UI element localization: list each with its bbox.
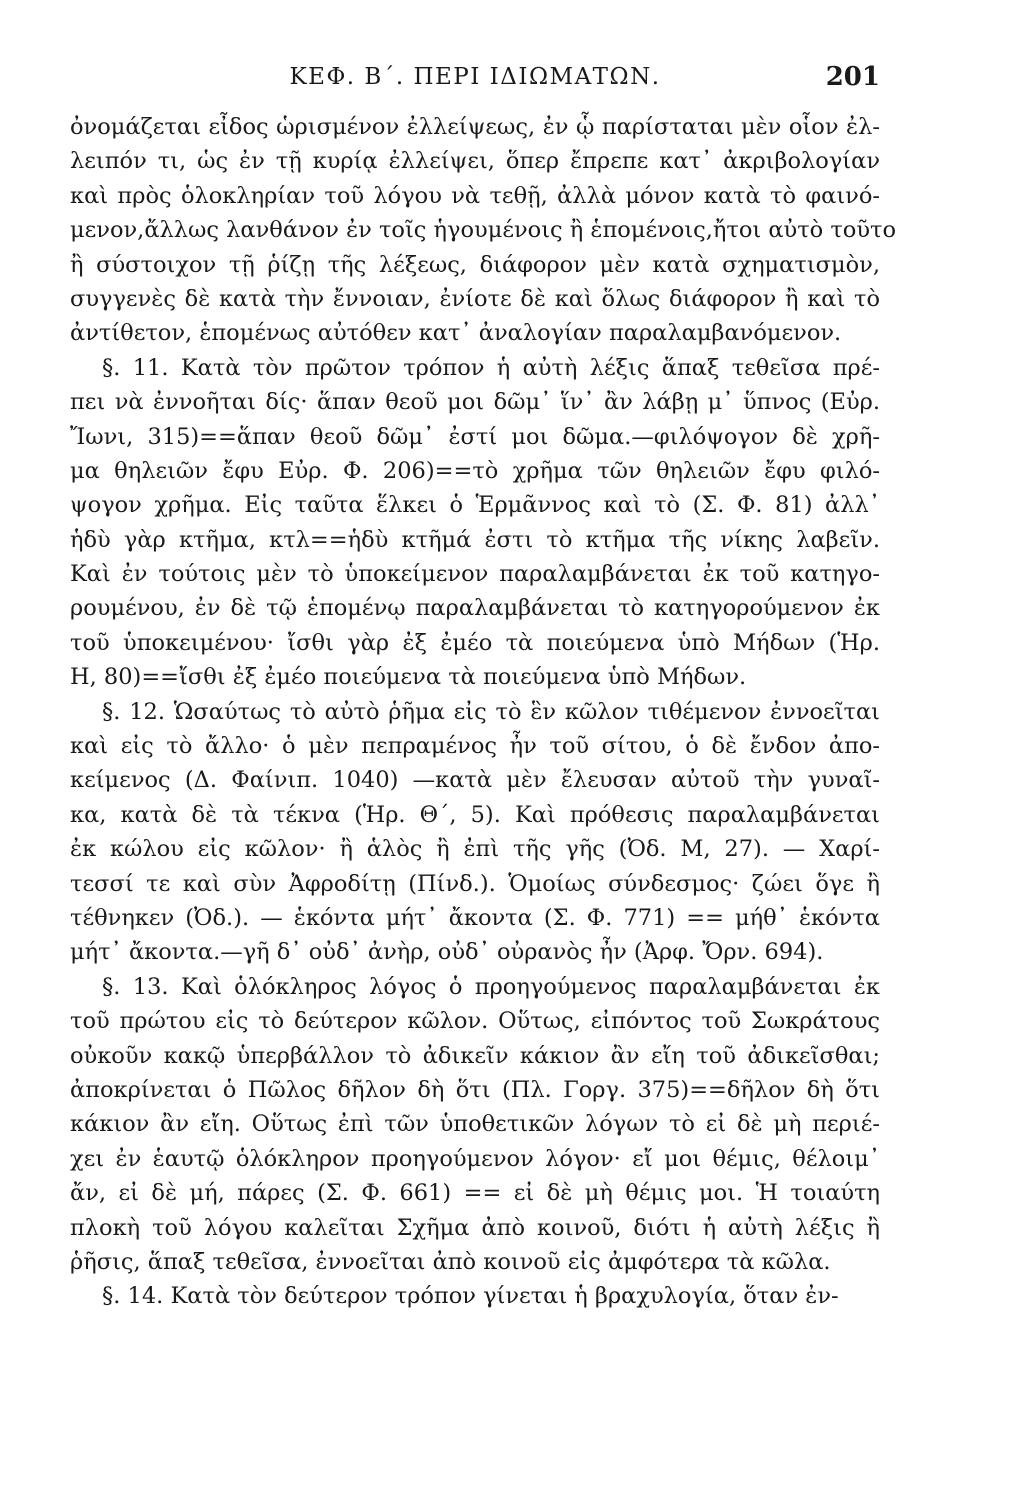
text-line-content: κάκιον ἂν εἴη. Οὕτως ἐπὶ τῶν ὑποθετικῶν λόγων τὸ εἰ δὲ μὴ περιέ- [70, 1111, 880, 1138]
text-line [70, 454, 880, 488]
text-line [70, 1004, 880, 1038]
text-line [70, 970, 880, 1004]
text-line [70, 144, 880, 178]
text-line-content: μήτ᾽ ἄκοντα.—γῆ δ᾽ οὐδ᾽ ἀνὴρ, οὐδ᾽ οὐρανὸς ἦν (Ἀρφ. Ὄρν. 694). [70, 939, 824, 966]
page-number: 201 [825, 62, 880, 92]
text-line-content: καὶ εἰς τὸ ἄλλο· ὁ μὲν πεπραμένος ἦν τοῦ σίτου, ὁ δὲ ἔνδον ἀπο- [70, 733, 880, 760]
text-line [70, 626, 880, 660]
text-line-content: §. 14. Κατὰ τὸν δεύτερον τρόπον γίνεται ἡ βραχυλογία, ὅταν ἐν- [102, 1283, 839, 1310]
text-line [70, 1107, 880, 1141]
text-line-content: κείμενος (Δ. Φαίνιπ. 1040) —κατὰ μὲν ἔλευσαν αὐτοῦ τὴν γυναῖ- [70, 767, 880, 794]
text-line-content: §. 13. Καὶ ὁλόκληρος λόγος ὁ προηγούμενος παραλαμβάνεται ἐκ [102, 973, 880, 1000]
text-line-content: Καὶ ἐν τούτοις μὲν τὸ ὑποκείμενον παραλαμβάνεται ἐκ τοῦ κατηγο- [70, 561, 880, 588]
text-line [70, 385, 880, 419]
text-line [70, 248, 880, 282]
text-line [70, 213, 897, 247]
text-line-content: καὶ πρὸς ὁλοκληρίαν τοῦ λόγου νὰ τεθῇ, ἀλλὰ μόνον κατὰ τὸ φαινό- [70, 182, 880, 209]
text-line [70, 1279, 880, 1313]
text-line-content: κα, κατὰ δὲ τὰ τέκνα (Ἡρ. Θ΄, 5). Καὶ πρόθεσις παραλαμβάνεται [70, 801, 880, 828]
text-line-content: ῥῆσις, ἅπαξ τεθεῖσα, ἐννοεῖται ἀπὸ κοινοῦ εἰς ἀμφότερα τὰ κῶλα. [70, 1248, 831, 1275]
text-line-content: πει νὰ ἐννοῆται δίς· ἅπαν θεοῦ μοι δῶμ᾽ ἵν᾽ ἂν λάβῃ μ᾽ ὕπνος (Εὐρ. [70, 389, 880, 416]
text-line-content: τεσσί τε καὶ σὺν Ἀφροδίτῃ (Πίνδ.). Ὁμοίως σύνδεσμος· ζώει ὅγε ἢ [70, 870, 880, 897]
text-line-content: §. 12. Ὡσαύτως τὸ αὐτὸ ῥῆμα εἰς τὸ ἓν κῶλον τιθέμενον ἐννοεῖται [102, 698, 880, 725]
text-line [70, 110, 880, 144]
text-line [70, 316, 880, 350]
text-line [70, 591, 880, 625]
text-line [70, 1211, 880, 1245]
text-line-content: §. 11. Κατὰ τὸν πρῶτον τρόπον ἡ αὐτὴ λέξις ἅπαξ τεθεῖσα πρέ- [102, 354, 880, 381]
body-text [70, 110, 897, 1314]
text-line [70, 763, 880, 797]
text-line-content: ἡδὺ γὰρ κτῆμα, κτλ==ἡδὺ κτῆμά ἐστι τὸ κτῆμα τῆς νίκης λαβεῖν. [70, 526, 880, 553]
text-line [70, 729, 880, 763]
text-line [70, 179, 880, 213]
text-line-content: ἢ σύστοιχον τῇ ῥίζῃ τῆς λέξεως, διάφορον μὲν κατὰ σχηματισμὸν, [70, 251, 880, 278]
text-line [70, 488, 880, 522]
text-line [70, 867, 880, 901]
text-line-content: οὐκοῦν κακῷ ὑπερβάλλον τὸ ἀδικεῖν κάκιον ἂν εἴη τοῦ ἀδικεῖσθαι; [70, 1042, 880, 1069]
text-line-content: τέθνηκεν (Ὀδ.). — ἑκόντα μήτ᾽ ἄκοντα (Σ. Φ. 771) == μήθ᾽ ἑκόντα [70, 904, 880, 931]
text-line [70, 1142, 880, 1176]
text-line [70, 1073, 880, 1107]
text-line [70, 351, 880, 385]
text-line-content: ρουμένου, ἐν δὲ τῷ ἑπομένῳ παραλαμβάνεται τὸ κατηγορούμενον ἐκ [70, 595, 880, 622]
text-line-content: ὀνομάζεται εἶδος ὡρισμένον ἐλλείψεως, ἐν ᾧ παρίσταται μὲν οἷον ἐλ- [70, 114, 880, 140]
text-line [70, 1245, 880, 1279]
text-line [70, 557, 880, 591]
text-line-content: ἐκ κώλου εἰς κῶλον· ἢ ἁλὸς ἢ ἐπὶ τῆς γῆς (Ὀδ. Μ, 27). — Χαρί- [70, 836, 880, 863]
text-line-content: τοῦ πρώτου εἰς τὸ δεύτερον κῶλον. Οὕτως, εἰπόντος τοῦ Σωκράτους [70, 1008, 880, 1035]
text-line [70, 420, 880, 454]
text-line-content: συγγενὲς δὲ κατὰ τὴν ἔννοιαν, ἐνίοτε δὲ καὶ ὅλως διάφορον ἢ καὶ τὸ [70, 285, 880, 312]
text-line [70, 695, 880, 729]
running-header [70, 62, 880, 96]
text-line [70, 798, 880, 832]
text-line-content: Η, 80)==ἴσθι ἐξ ἐμέο ποιεύμενα τὰ ποιεύμενα ὑπὸ Μήδων. [70, 664, 747, 691]
text-line [70, 832, 880, 866]
text-line-content: πλοκὴ τοῦ λόγου καλεῖται Σχῆμα ἀπὸ κοινοῦ, διότι ἡ αὐτὴ λέξις ἢ [70, 1214, 880, 1241]
text-line-content: τοῦ ὑποκειμένου· ἴσθι γὰρ ἐξ ἐμέο τὰ ποιεύμενα ὑπὸ Μήδων (Ἡρ. [70, 629, 880, 656]
text-line [70, 1039, 880, 1073]
text-line-content: ψογον χρῆμα. Εἰς ταῦτα ἕλκει ὁ Ἑρμᾶννος καὶ τὸ (Σ. Φ. 81) ἀλλ᾽ [70, 492, 880, 519]
text-line [70, 1176, 880, 1210]
text-line [70, 282, 880, 316]
text-line-content: λειπόν τι, ὡς ἐν τῇ κυρίᾳ ἐλλείψει, ὅπερ ἔπρεπε κατ᾽ ἀκριβολογίαν [70, 148, 880, 175]
chapter-title: ΚΕΦ. Β΄. ΠΕΡΙ ΙΔΙΩΜΑΤΩΝ. [289, 64, 661, 90]
text-line [70, 901, 880, 935]
text-line [70, 935, 880, 969]
text-line [70, 523, 880, 557]
text-line-content: ἄν, εἰ δὲ μή, πάρες (Σ. Φ. 661) == εἰ δὲ μὴ θέμις μοι. Ἡ τοιαύτη [70, 1180, 880, 1207]
text-line [70, 660, 880, 694]
text-line-content: ἀποκρίνεται ὁ Πῶλος δῆλον δὴ ὅτι (Πλ. Γοργ. 375)==δῆλον δὴ ὅτι [70, 1076, 880, 1103]
text-line-content: χει ἐν ἑαυτῷ ὁλόκληρον προηγούμενον λόγον· εἴ μοι θέμις, θέλοιμ᾽ [70, 1145, 880, 1172]
text-line-content: Ἴωνι, 315)==ἅπαν θεοῦ δῶμ᾽ ἐστί μοι δῶμα.—φιλόψογον δὲ χρῆ- [70, 423, 880, 450]
text-line-content: ἀντίθετον, ἑπομένως αὐτόθεν κατ᾽ ἀναλογίαν παραλαμβανόμενον. [70, 320, 842, 347]
text-line-content: μενον,ἄλλως λανθάνον ἐν τοῖς ἡγουμένοις ἢ ἑπομένοις,ἤτοι αὐτὸ τοῦτο [70, 217, 897, 244]
text-line-content: μα θηλειῶν ἔφυ Εὐρ. Φ. 206)==τὸ χρῆμα τῶν θηλειῶν ἔφυ φιλό- [70, 457, 880, 484]
